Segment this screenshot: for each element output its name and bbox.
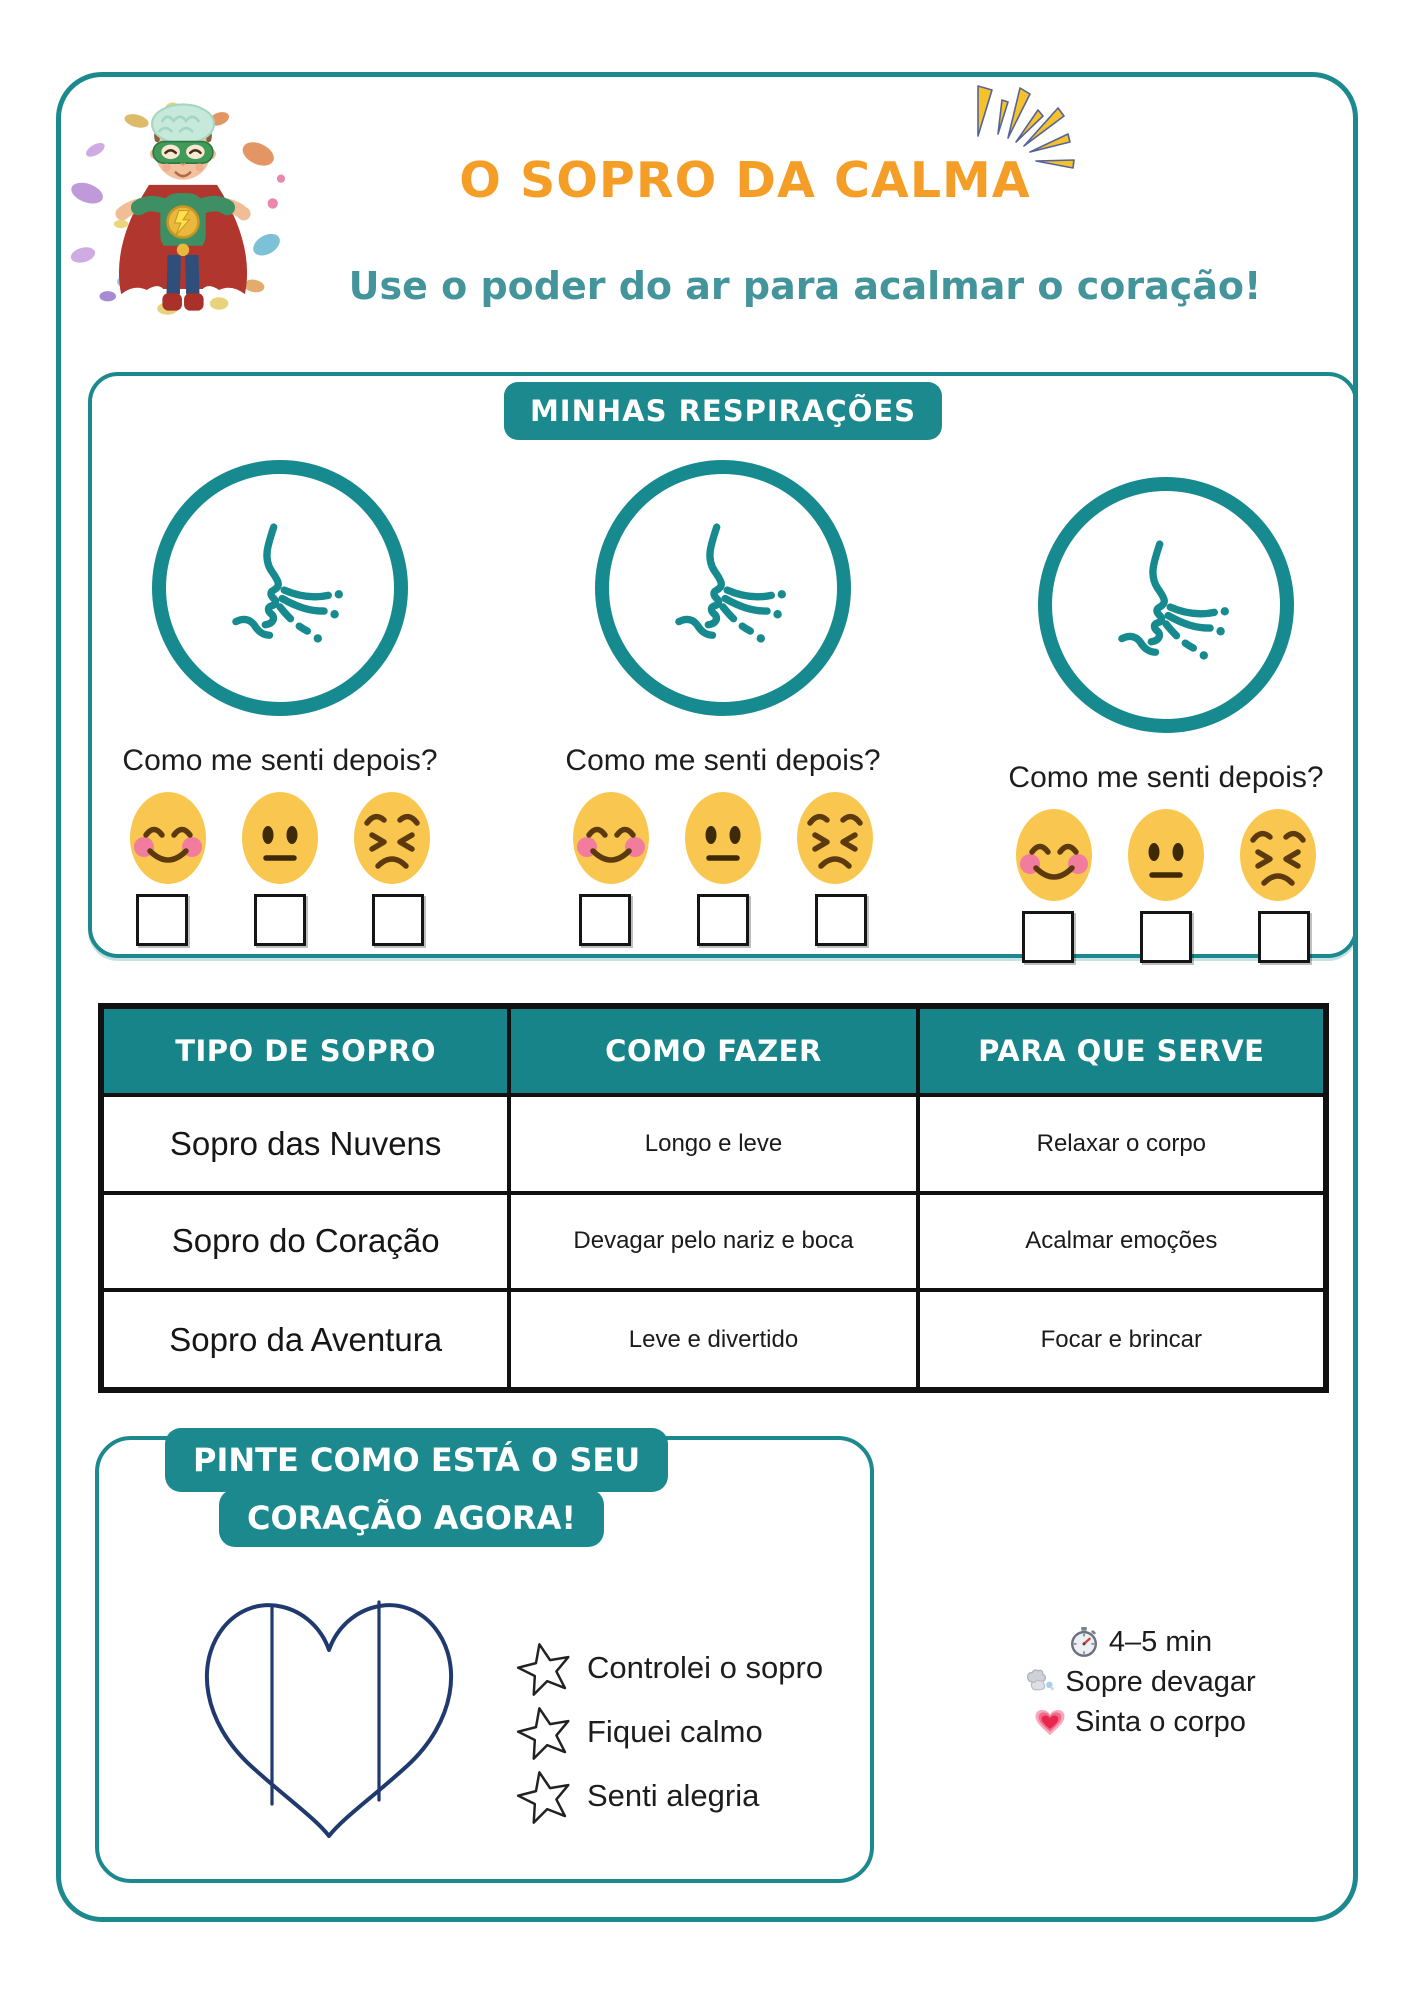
star-checkbox-icon[interactable] (516, 1704, 573, 1761)
breath-circle (152, 460, 408, 716)
question-label: Como me senti depois? (1008, 761, 1324, 794)
neutral-face-icon (240, 790, 320, 886)
air-puff-icon (1024, 1666, 1056, 1698)
neutral-checkbox[interactable] (1140, 911, 1192, 963)
table-cell: Leve e divertido (509, 1290, 917, 1390)
breath-circle (1038, 477, 1294, 733)
neutral-face-icon (1126, 807, 1206, 903)
table-row (101, 1290, 1326, 1390)
star-checkbox-icon[interactable] (516, 1640, 573, 1697)
tip-text: 4–5 min (1108, 1625, 1213, 1658)
breathing-section-badge: MINHAS RESPIRAÇÕES (504, 382, 942, 440)
table-cell: Sopro do Coração (101, 1193, 509, 1291)
table-cell: Longo e leve (509, 1095, 917, 1193)
checklist-label: Fiquei calmo (587, 1714, 763, 1749)
table-cell: Focar e brincar (918, 1290, 1326, 1390)
distressed-face-icon (352, 790, 432, 886)
distressed-face-icon (795, 790, 875, 886)
colorable-heart-outline[interactable] (187, 1578, 471, 1846)
question-label: Como me senti depois? (565, 744, 881, 777)
happy-checkbox[interactable] (136, 894, 188, 946)
checklist-item (516, 1704, 823, 1760)
tip-row (980, 1662, 1300, 1702)
checklist-label: Senti alegria (587, 1778, 760, 1813)
table-row (101, 1193, 1326, 1291)
happy-face-icon (128, 790, 208, 886)
distressed-checkbox[interactable] (1258, 911, 1310, 963)
neutral-checkbox[interactable] (254, 894, 306, 946)
checklist-label: Controlei o sopro (587, 1650, 824, 1685)
table-header-cell: TIPO DE SOPRO (101, 1006, 509, 1095)
table-cell: Sopro da Aventura (101, 1290, 509, 1390)
table-row (101, 1095, 1326, 1193)
tips-block (980, 1622, 1300, 1742)
breathing-section (88, 372, 1358, 958)
table-cell: Acalmar emoções (918, 1193, 1326, 1291)
breathing-column (537, 460, 909, 946)
tip-row (980, 1622, 1300, 1662)
happy-checkbox[interactable] (1022, 911, 1074, 963)
blowing-face-icon (196, 504, 364, 672)
star-checkbox-icon[interactable] (516, 1768, 573, 1825)
breathing-column (94, 460, 466, 946)
sparkle-burst-icon (956, 84, 1076, 182)
emoji-row (128, 790, 432, 886)
paint-section-title-line2: CORAÇÃO AGORA! (219, 1489, 604, 1547)
page-title: O SOPRO DA CALMA (459, 152, 1031, 209)
emoji-row (571, 790, 875, 886)
paint-section-title-line1: PINTE COMO ESTÁ O SEU (165, 1428, 668, 1492)
page-subtitle: Use o poder do ar para acalmar o coração! (348, 264, 1262, 308)
breath-types-table (98, 1003, 1329, 1393)
tip-text: Sinta o corpo (1075, 1705, 1246, 1738)
stopwatch-icon (1068, 1626, 1100, 1658)
table-cell: Relaxar o corpo (918, 1095, 1326, 1193)
breathing-column (980, 477, 1352, 963)
table-cell: Sopro das Nuvens (101, 1095, 509, 1193)
superhero-kid-illustration (64, 90, 302, 322)
table-header-cell: PARA QUE SERVE (918, 1006, 1326, 1095)
emoji-row (1014, 807, 1318, 903)
checklist-item (516, 1640, 823, 1696)
checkbox-row (1022, 911, 1310, 963)
blowing-face-icon (639, 504, 807, 672)
tip-text: Sopre devagar (1065, 1665, 1256, 1698)
feelings-checklist (516, 1640, 823, 1832)
heart-icon (1034, 1706, 1066, 1738)
checkbox-row (579, 894, 867, 946)
checklist-item (516, 1768, 823, 1824)
happy-face-icon (571, 790, 651, 886)
distressed-checkbox[interactable] (815, 894, 867, 946)
checkbox-row (136, 894, 424, 946)
distressed-checkbox[interactable] (372, 894, 424, 946)
happy-checkbox[interactable] (579, 894, 631, 946)
neutral-checkbox[interactable] (697, 894, 749, 946)
table-header-cell: COMO FAZER (509, 1006, 917, 1095)
tip-row (980, 1702, 1300, 1742)
question-label: Como me senti depois? (122, 744, 438, 777)
breath-circle (595, 460, 851, 716)
blowing-face-icon (1082, 521, 1250, 689)
table-cell: Devagar pelo nariz e boca (509, 1193, 917, 1291)
distressed-face-icon (1238, 807, 1318, 903)
neutral-face-icon (683, 790, 763, 886)
happy-face-icon (1014, 807, 1094, 903)
